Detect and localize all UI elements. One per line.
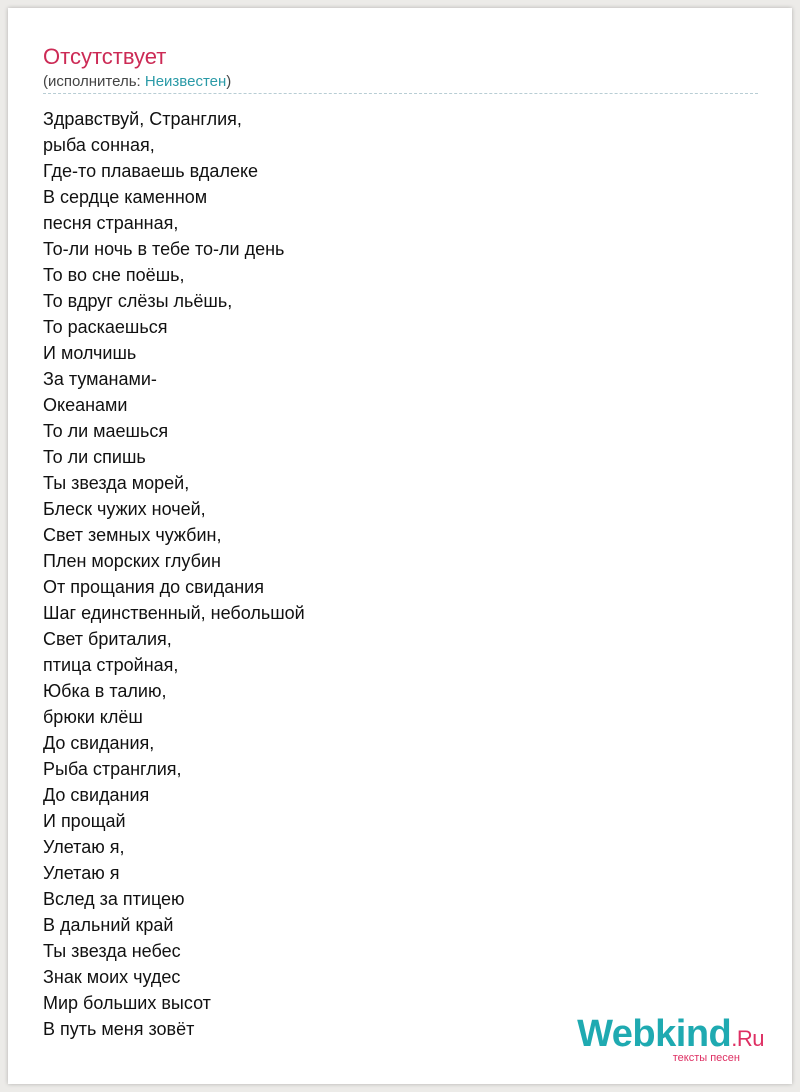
lyric-line: птица стройная,	[43, 655, 179, 675]
lyric-line: Улетаю я	[43, 863, 120, 883]
site-logo[interactable]	[577, 1013, 764, 1064]
lyric-line: Юбка в талию,	[43, 681, 167, 701]
lyrics-text	[43, 106, 305, 1042]
logo-main-text: Webkind	[577, 1013, 732, 1055]
artist-suffix: )	[226, 73, 232, 90]
lyric-line: Ты звезда небес	[43, 941, 181, 961]
lyric-line: Мир больших высот	[43, 993, 211, 1013]
lyric-line: Улетаю я,	[43, 837, 125, 857]
lyric-line: Свет земных чужбин,	[43, 525, 222, 545]
lyric-line: Плен морских глубин	[43, 551, 221, 571]
lyric-line: То ли спишь	[43, 447, 146, 467]
artist-prefix: (исполнитель:	[43, 73, 145, 90]
lyric-line: Рыба странглия,	[43, 759, 182, 779]
lyric-line: И молчишь	[43, 343, 137, 363]
logo-tld: .Ru	[731, 1026, 764, 1051]
lyric-line: Здравствуй, Странглия,	[43, 109, 242, 129]
artist-link[interactable]: Неизвестен	[144, 73, 227, 90]
lyric-line: То-ли ночь в тебе то-ли день	[43, 239, 285, 259]
lyric-line: Блеск чужих ночей,	[43, 499, 206, 519]
lyric-line: От прощания до свидания	[43, 577, 264, 597]
lyrics-page	[8, 8, 792, 1084]
lyric-line: То ли маешься	[43, 421, 169, 441]
lyric-line: Ты звезда морей,	[43, 473, 190, 493]
header-divider	[43, 93, 758, 94]
logo-tagline: тексты песен	[672, 1052, 740, 1064]
lyric-line: брюки клёш	[43, 707, 143, 727]
lyric-line: В путь меня зовёт	[43, 1019, 195, 1039]
lyric-line: Свет бриталия,	[43, 629, 172, 649]
song-title: Отсутствует	[43, 44, 167, 69]
lyric-line: В сердце каменном	[43, 187, 208, 207]
lyric-line: И прощай	[43, 811, 126, 831]
lyric-line: Где-то плаваешь вдалеке	[43, 161, 259, 181]
artist-line	[43, 72, 758, 92]
lyric-line: До свидания	[43, 785, 150, 805]
lyric-line: В дальний край	[43, 915, 174, 935]
lyric-line: То вдруг слёзы льёшь,	[43, 291, 233, 311]
lyric-line: Вслед за птицею	[43, 889, 185, 909]
logo-wordmark	[577, 1013, 764, 1057]
lyric-line: То раскаешься	[43, 317, 168, 337]
lyric-line: То во сне поёшь,	[43, 265, 185, 285]
lyric-line: песня странная,	[43, 213, 179, 233]
lyric-line: До свидания,	[43, 733, 155, 753]
lyric-line: рыба сонная,	[43, 135, 155, 155]
song-header	[43, 44, 758, 92]
lyric-line: Океанами	[43, 395, 128, 415]
lyric-line: Знак моих чудес	[43, 967, 181, 987]
lyric-line: За туманами-	[43, 369, 157, 389]
lyric-line: Шаг единственный, небольшой	[43, 603, 305, 623]
